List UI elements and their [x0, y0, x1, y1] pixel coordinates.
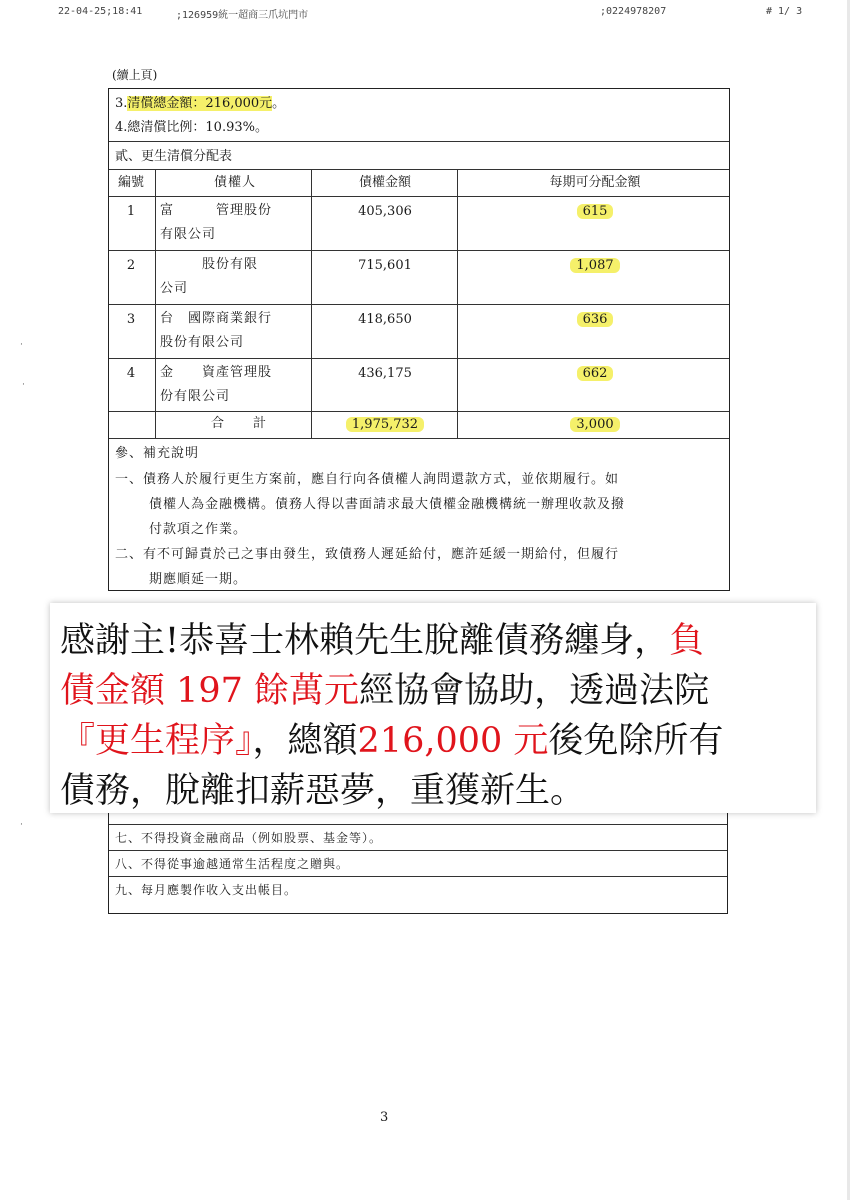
section-3-title: 參、補充說明 [115, 446, 200, 461]
banner-line-4: 債務，脫離扣薪惡夢，重獲新生。 [60, 771, 586, 811]
total-amount-highlight: 1,975,732 [346, 417, 424, 432]
settlement-document: 3.清償總金額：216,000元。 4.總清償比例：10.93%。 貳、更生清償分配表 編號 債權人 債權金額 每期可分配金額 1 富 管理股份 有限公司 405,306 615 2 股份有限 公司 715,601 1,087 3 台 國際商業銀行 股份有限公司 418,650 636 4 金 資產管理股 份有限公司 436,175 662 合 計 1,975,732 3,000 參、補充說明 一、債務人於履行更生方案前，應自行向各債權人詢問還款方式，並依期履行。如 債權人為金融機構。債務人得以書面請求最大債權金融機構統一辦理收款及撥 付款項之作業。 二、有不可歸責於己之事由發生，致債務人遲延給付，應許延緩一期給付，但履行 期應順延一期。 [108, 88, 730, 591]
list-item: 九、每月應製作收入支出帳目。 [109, 876, 727, 903]
page-number: 3 [380, 1110, 389, 1125]
fax-timestamp: 22-04-25;18:41 [58, 6, 143, 17]
header-creditor: 債權人 [213, 175, 256, 190]
fax-phone: ;0224978207 [600, 6, 667, 17]
note-2-line-1: 二、有不可歸責於己之事由發生，致債務人遲延給付，應許延緩一期給付，但履行 [115, 547, 620, 562]
fax-page-count: # 1/ 3 [766, 6, 803, 17]
note-2-line-2: 期應順延一期。 [149, 572, 248, 587]
total-per-period-highlight: 3,000 [570, 417, 619, 432]
header-amount: 債權金額 [358, 175, 411, 190]
banner-line-2: 債金額 197 餘萬元經協會協助，透過法院 [60, 671, 710, 711]
per-period-highlight: 615 [577, 204, 614, 219]
summary-line-4: 4.總清償比例：10.93%。 [115, 120, 268, 135]
per-period-highlight: 1,087 [570, 258, 619, 273]
summary-line-3: 3.清償總金額：216,000元。 [115, 96, 286, 111]
continued-label: (續上頁) [112, 68, 158, 82]
scan-speck: · [20, 340, 23, 350]
congratulation-banner [50, 603, 816, 813]
fax-header [58, 6, 838, 20]
scan-speck: · [22, 380, 25, 390]
settlement-document-lower [108, 806, 728, 914]
list-item: 八、不得從事逾越通常生活程度之贈與。 [109, 850, 727, 877]
list-item: 七、不得投資金融商品（例如股票、基金等）。 [109, 824, 727, 851]
note-1-line-1: 一、債務人於履行更生方案前，應自行向各債權人詢問還款方式，並依期履行。如 [115, 472, 620, 487]
per-period-highlight: 636 [577, 312, 614, 327]
header-per-period: 每期可分配金額 [549, 175, 641, 190]
banner-line-1: 感謝主!恭喜士林賴先生脫離債務纏身，負 [60, 621, 705, 661]
per-period-highlight: 662 [577, 366, 614, 381]
fax-sender: ;126959統一超商三爪坑門市 [176, 10, 309, 21]
note-1-line-3: 付款項之作業。 [149, 522, 248, 537]
banner-line-3: 『更生程序』，總額216,000 元後免除所有 [60, 721, 724, 761]
header-number: 編號 [117, 175, 144, 190]
note-1-line-2: 債權人為金融機構。債務人得以書面請求最大債權金融機構統一辦理收款及撥 [149, 497, 626, 512]
scan-speck: · [20, 820, 23, 830]
total-repayment-highlight: 清償總金額：216,000元 [127, 96, 273, 111]
section-2-title: 貳、更生清償分配表 [115, 149, 233, 164]
